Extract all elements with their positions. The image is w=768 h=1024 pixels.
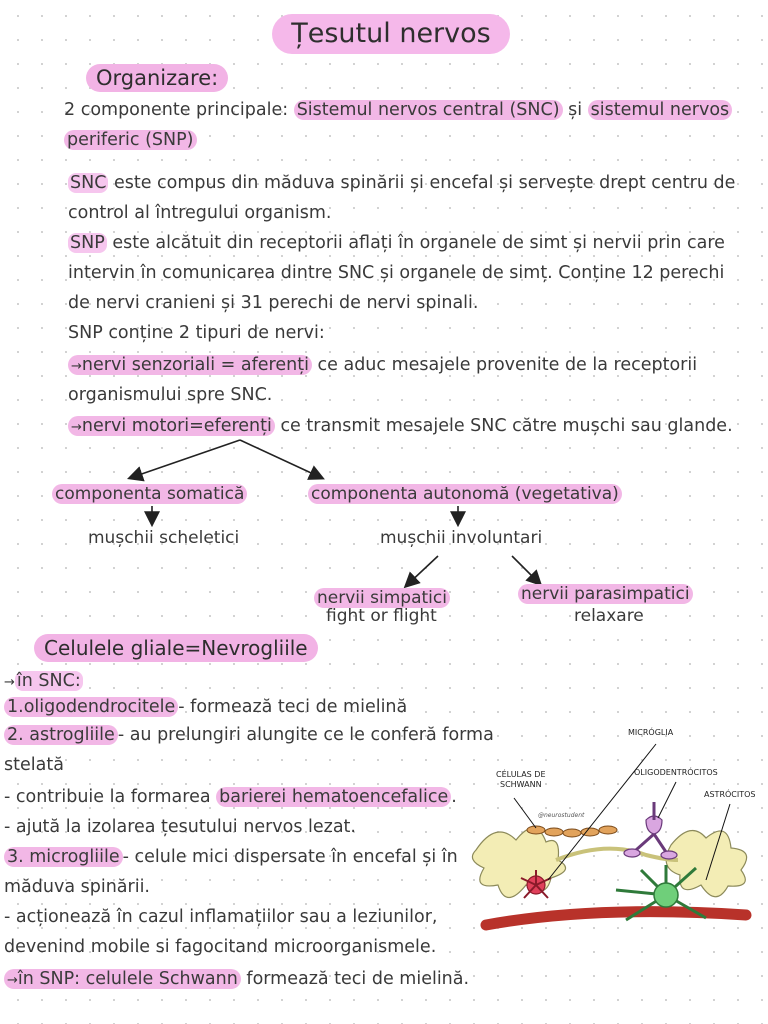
section-heading-glia: Celulele gliale=Nevrogliile xyxy=(34,634,318,662)
glia-item-1: 1.oligodendrocitele - formează teci de mielină xyxy=(4,692,407,722)
neuron-right xyxy=(666,830,746,896)
node-parasimpatici-sub: relaxare xyxy=(574,606,644,626)
node-involuntari: mușchii involuntari xyxy=(380,528,543,548)
node-simpatici: nervii simpatici xyxy=(314,584,450,612)
glia-item-2-bullet-1: - contribuie la formarea barierei hematoencefalice . xyxy=(4,787,457,807)
label-oligodendrocytes: OLIGODENTRÓCITOS xyxy=(634,768,718,777)
node-somatica: componenta somatică xyxy=(52,480,247,508)
watermark: @neurostudent xyxy=(538,812,585,819)
glia-item-3: 3. microgliile - celule mici dispersate în encefal și în xyxy=(4,842,458,872)
snc-line-1: SNC este compus din măduva spinării și encefal și servește drept centru de xyxy=(70,173,736,193)
label-schwann-2: SCHWANN xyxy=(500,780,542,789)
blood-vessel xyxy=(486,912,746,925)
section-heading-organizare: Organizare: xyxy=(86,64,228,92)
glia-item-2-line-2: stelată xyxy=(4,755,64,775)
in-snc: → în SNC: xyxy=(4,671,81,691)
glia-item-3-bullet-1: - acționează în cazul inflamațiilor sau a leziunilor, xyxy=(4,907,438,927)
arrow-to-somatica xyxy=(130,440,240,478)
node-parasimpatici: nervii parasimpatici xyxy=(518,580,693,608)
snp-line-3: de nervi cranieni și 31 perechi de nervi spinali. xyxy=(68,293,479,313)
node-autonoma: componenta autonomă (vegetativa) xyxy=(308,480,622,508)
eferenti-line: →nervi motori=eferenți ce transmit mesajele SNC către mușchi sau glande. xyxy=(68,411,733,443)
aferenti-line-1: →nervi senzoriali = aferenți ce aduc mesajele provenite de la receptorii xyxy=(68,350,697,382)
snp-types: SNP conține 2 tipuri de nervi: xyxy=(68,323,325,343)
snc-line-2: control al întregului organism. xyxy=(68,203,332,223)
intro-line-1: 2 componente principale: Sistemul nervos central (SNC) și sistemul nervos xyxy=(64,95,732,125)
label-schwann-1: CÉLULAS DE xyxy=(496,770,546,779)
in-snp: →în SNP: celulele Schwann formează teci de mielină. xyxy=(4,964,469,996)
label-astrocytes: ASTRÓCITOS xyxy=(704,790,756,799)
snp-line-1: SNP este alcătuit din receptorii aflați în organele de simt și nervii prin care xyxy=(70,233,725,253)
glia-item-2-bullet-2: - ajută la izolarea țesutului nervos lezat. xyxy=(4,817,356,837)
aferenti-line-2: organismului spre SNC. xyxy=(68,385,273,405)
arrow-to-simpatici xyxy=(406,556,438,586)
node-simpatici-sub: fight or flight xyxy=(326,606,437,626)
arrow-to-autonoma xyxy=(240,440,322,478)
intro-line-2: periferic (SNP) xyxy=(64,125,197,155)
glia-item-3-line-2: măduva spinării. xyxy=(4,877,150,897)
glial-cells-illustration xyxy=(466,720,760,952)
page-title: Țesutul nervos xyxy=(272,14,510,54)
snp-line-2: intervin în comunicarea dintre SNC și organele de simț. Conține 12 perechi xyxy=(68,263,725,283)
glia-item-2: 2. astrogliile - au prelungiri alungite ce le conferă forma xyxy=(4,720,494,750)
highlight-snc: Sistemul nervos central (SNC) xyxy=(294,100,563,120)
glia-item-3-bullet-1-line-2: devenind mobile si fagocitand microorganismele. xyxy=(4,937,437,957)
label-microglia: MICRÓGLIA xyxy=(628,728,674,737)
highlight-snp: sistemul nervos xyxy=(588,100,733,120)
oligodendrocyte xyxy=(624,802,677,859)
node-scheletici: mușchii scheletici xyxy=(88,528,240,548)
neuron-left xyxy=(472,828,565,898)
glial-cells-drawing xyxy=(466,720,760,952)
